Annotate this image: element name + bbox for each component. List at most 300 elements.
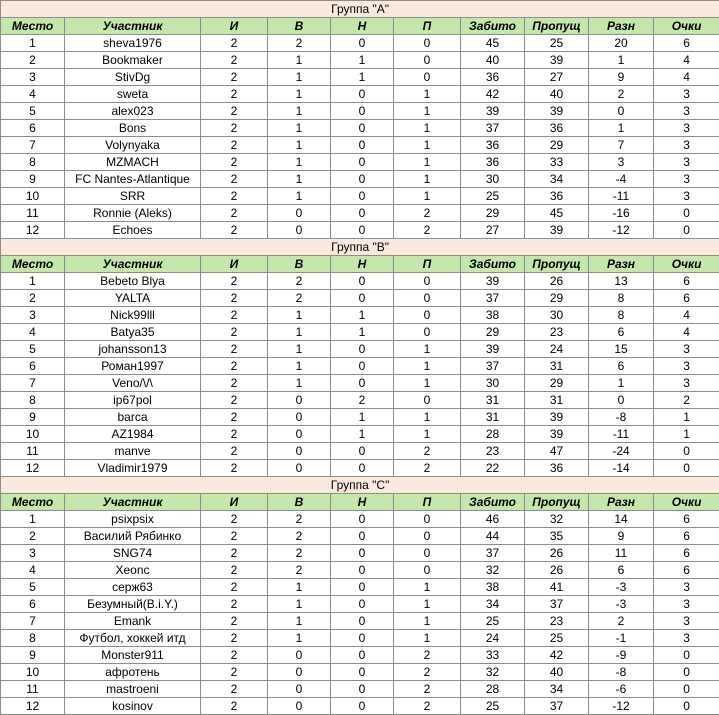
- cell-participant: kosinov: [65, 698, 201, 715]
- table-row: [1, 545, 719, 562]
- cell-played: 2: [201, 222, 268, 239]
- cell-diff: 2: [589, 86, 654, 103]
- cell-wins: 1: [268, 103, 331, 120]
- cell-place: 1: [1, 273, 65, 290]
- cell-diff: 6: [589, 562, 654, 579]
- column-header-losses: П: [394, 494, 461, 511]
- table-row: [1, 171, 719, 188]
- cell-participant: FC Nantes-Atlantique: [65, 171, 201, 188]
- cell-place: 4: [1, 86, 65, 103]
- cell-played: 2: [201, 545, 268, 562]
- cell-conceded: 41: [525, 579, 589, 596]
- cell-place: 10: [1, 188, 65, 205]
- cell-conceded: 36: [525, 460, 589, 477]
- cell-played: 2: [201, 613, 268, 630]
- cell-points: 3: [654, 103, 719, 120]
- table-row: [1, 222, 719, 239]
- cell-diff: -24: [589, 443, 654, 460]
- cell-conceded: 45: [525, 205, 589, 222]
- cell-conceded: 34: [525, 171, 589, 188]
- cell-played: 2: [201, 35, 268, 52]
- cell-draws: 1: [331, 307, 394, 324]
- cell-played: 2: [201, 511, 268, 528]
- cell-scored: 36: [461, 69, 525, 86]
- cell-place: 2: [1, 52, 65, 69]
- cell-participant: Bons: [65, 120, 201, 137]
- cell-played: 2: [201, 307, 268, 324]
- cell-conceded: 23: [525, 324, 589, 341]
- cell-scored: 45: [461, 35, 525, 52]
- cell-wins: 1: [268, 154, 331, 171]
- cell-diff: -11: [589, 188, 654, 205]
- cell-conceded: 36: [525, 188, 589, 205]
- cell-participant: alex023: [65, 103, 201, 120]
- table-row: [1, 137, 719, 154]
- cell-wins: 0: [268, 205, 331, 222]
- cell-played: 2: [201, 324, 268, 341]
- cell-losses: 1: [394, 579, 461, 596]
- table-row: [1, 562, 719, 579]
- cell-participant: Emank: [65, 613, 201, 630]
- cell-draws: 0: [331, 137, 394, 154]
- group-title: Группа "C": [1, 477, 719, 494]
- cell-draws: 0: [331, 273, 394, 290]
- cell-draws: 0: [331, 613, 394, 630]
- cell-wins: 1: [268, 86, 331, 103]
- cell-played: 2: [201, 290, 268, 307]
- cell-diff: 6: [589, 324, 654, 341]
- cell-place: 11: [1, 681, 65, 698]
- cell-place: 11: [1, 205, 65, 222]
- column-header-played: И: [201, 18, 268, 35]
- cell-played: 2: [201, 664, 268, 681]
- cell-participant: sweta: [65, 86, 201, 103]
- table-row: [1, 120, 719, 137]
- cell-points: 6: [654, 511, 719, 528]
- cell-conceded: 27: [525, 69, 589, 86]
- cell-losses: 0: [394, 290, 461, 307]
- cell-draws: 0: [331, 103, 394, 120]
- column-header-losses: П: [394, 18, 461, 35]
- cell-wins: 1: [268, 307, 331, 324]
- cell-draws: 0: [331, 171, 394, 188]
- cell-participant: Безумный(B.i.Y.): [65, 596, 201, 613]
- cell-draws: 1: [331, 52, 394, 69]
- cell-conceded: 29: [525, 375, 589, 392]
- column-header-conceded: Пропущ: [525, 494, 589, 511]
- column-header-points: Очки: [654, 18, 719, 35]
- cell-scored: 36: [461, 137, 525, 154]
- cell-losses: 0: [394, 69, 461, 86]
- column-header-wins: В: [268, 18, 331, 35]
- cell-points: 6: [654, 528, 719, 545]
- cell-diff: 1: [589, 375, 654, 392]
- cell-scored: 33: [461, 647, 525, 664]
- cell-scored: 24: [461, 630, 525, 647]
- table-row: [1, 35, 719, 52]
- cell-diff: -9: [589, 647, 654, 664]
- cell-wins: 1: [268, 341, 331, 358]
- cell-draws: 0: [331, 681, 394, 698]
- column-header-played: И: [201, 256, 268, 273]
- cell-participant: MZMACH: [65, 154, 201, 171]
- cell-played: 2: [201, 188, 268, 205]
- column-header-place: Место: [1, 494, 65, 511]
- column-header-row: [1, 256, 719, 273]
- cell-place: 9: [1, 171, 65, 188]
- cell-losses: 0: [394, 528, 461, 545]
- column-header-participant: Участник: [65, 256, 201, 273]
- cell-participant: Nick99lll: [65, 307, 201, 324]
- cell-played: 2: [201, 426, 268, 443]
- column-header-losses: П: [394, 256, 461, 273]
- cell-played: 2: [201, 120, 268, 137]
- cell-losses: 0: [394, 307, 461, 324]
- cell-points: 3: [654, 358, 719, 375]
- cell-draws: 1: [331, 426, 394, 443]
- cell-played: 2: [201, 579, 268, 596]
- cell-draws: 0: [331, 205, 394, 222]
- table-row: [1, 426, 719, 443]
- cell-losses: 1: [394, 103, 461, 120]
- cell-scored: 32: [461, 562, 525, 579]
- cell-points: 3: [654, 375, 719, 392]
- cell-diff: 7: [589, 137, 654, 154]
- table-row: [1, 409, 719, 426]
- cell-played: 2: [201, 392, 268, 409]
- column-header-conceded: Пропущ: [525, 18, 589, 35]
- table-row: [1, 528, 719, 545]
- cell-wins: 0: [268, 426, 331, 443]
- cell-diff: 20: [589, 35, 654, 52]
- cell-draws: 0: [331, 358, 394, 375]
- cell-losses: 0: [394, 392, 461, 409]
- cell-conceded: 37: [525, 596, 589, 613]
- cell-losses: 1: [394, 596, 461, 613]
- cell-participant: manve: [65, 443, 201, 460]
- cell-participant: Volynyaka: [65, 137, 201, 154]
- cell-diff: 1: [589, 52, 654, 69]
- cell-place: 5: [1, 579, 65, 596]
- cell-points: 0: [654, 647, 719, 664]
- cell-draws: 0: [331, 460, 394, 477]
- cell-conceded: 32: [525, 511, 589, 528]
- cell-losses: 1: [394, 137, 461, 154]
- cell-wins: 1: [268, 596, 331, 613]
- cell-diff: 15: [589, 341, 654, 358]
- cell-diff: 1: [589, 120, 654, 137]
- table-row: [1, 630, 719, 647]
- cell-played: 2: [201, 375, 268, 392]
- cell-draws: 0: [331, 188, 394, 205]
- cell-participant: Monster911: [65, 647, 201, 664]
- cell-participant: SNG74: [65, 545, 201, 562]
- cell-wins: 2: [268, 290, 331, 307]
- group-title-row: [1, 1, 719, 18]
- cell-losses: 0: [394, 273, 461, 290]
- cell-place: 4: [1, 562, 65, 579]
- cell-played: 2: [201, 698, 268, 715]
- table-row: [1, 103, 719, 120]
- cell-participant: Veno/\/\: [65, 375, 201, 392]
- table-row: [1, 664, 719, 681]
- cell-scored: 31: [461, 409, 525, 426]
- column-header-draws: Н: [331, 494, 394, 511]
- table-row: [1, 69, 719, 86]
- cell-participant: Bebeto Blya: [65, 273, 201, 290]
- cell-played: 2: [201, 443, 268, 460]
- cell-points: 6: [654, 35, 719, 52]
- cell-scored: 40: [461, 52, 525, 69]
- cell-wins: 1: [268, 630, 331, 647]
- cell-wins: 0: [268, 222, 331, 239]
- cell-wins: 2: [268, 35, 331, 52]
- cell-participant: johansson13: [65, 341, 201, 358]
- cell-points: 6: [654, 273, 719, 290]
- cell-scored: 34: [461, 596, 525, 613]
- cell-draws: 0: [331, 647, 394, 664]
- cell-scored: 39: [461, 103, 525, 120]
- cell-wins: 1: [268, 137, 331, 154]
- cell-wins: 2: [268, 545, 331, 562]
- cell-scored: 25: [461, 188, 525, 205]
- cell-losses: 0: [394, 562, 461, 579]
- cell-points: 3: [654, 630, 719, 647]
- cell-wins: 0: [268, 647, 331, 664]
- cell-conceded: 39: [525, 409, 589, 426]
- cell-draws: 0: [331, 120, 394, 137]
- cell-scored: 28: [461, 426, 525, 443]
- cell-scored: 25: [461, 698, 525, 715]
- table-row: [1, 273, 719, 290]
- table-row: [1, 307, 719, 324]
- cell-participant: Ronnie (Aleks): [65, 205, 201, 222]
- cell-conceded: 31: [525, 392, 589, 409]
- cell-place: 2: [1, 290, 65, 307]
- cell-losses: 1: [394, 154, 461, 171]
- cell-draws: 0: [331, 154, 394, 171]
- cell-losses: 0: [394, 52, 461, 69]
- cell-place: 6: [1, 358, 65, 375]
- cell-wins: 1: [268, 69, 331, 86]
- cell-losses: 0: [394, 511, 461, 528]
- cell-played: 2: [201, 562, 268, 579]
- cell-losses: 1: [394, 630, 461, 647]
- cell-losses: 2: [394, 647, 461, 664]
- cell-diff: -11: [589, 426, 654, 443]
- cell-place: 5: [1, 103, 65, 120]
- cell-points: 0: [654, 222, 719, 239]
- cell-scored: 38: [461, 579, 525, 596]
- cell-draws: 0: [331, 528, 394, 545]
- cell-wins: 1: [268, 120, 331, 137]
- cell-draws: 0: [331, 698, 394, 715]
- cell-points: 3: [654, 86, 719, 103]
- cell-participant: серж63: [65, 579, 201, 596]
- cell-participant: Bookmaker: [65, 52, 201, 69]
- cell-conceded: 26: [525, 273, 589, 290]
- table-row: [1, 154, 719, 171]
- cell-wins: 0: [268, 443, 331, 460]
- cell-played: 2: [201, 630, 268, 647]
- cell-played: 2: [201, 103, 268, 120]
- cell-conceded: 26: [525, 562, 589, 579]
- cell-losses: 1: [394, 613, 461, 630]
- cell-played: 2: [201, 154, 268, 171]
- cell-played: 2: [201, 681, 268, 698]
- cell-place: 1: [1, 35, 65, 52]
- table-row: [1, 443, 719, 460]
- cell-played: 2: [201, 528, 268, 545]
- cell-points: 0: [654, 460, 719, 477]
- cell-place: 11: [1, 443, 65, 460]
- cell-losses: 2: [394, 205, 461, 222]
- table-row: [1, 358, 719, 375]
- cell-wins: 2: [268, 273, 331, 290]
- table-row: [1, 324, 719, 341]
- column-header-place: Место: [1, 18, 65, 35]
- cell-conceded: 39: [525, 103, 589, 120]
- cell-conceded: 40: [525, 664, 589, 681]
- cell-place: 9: [1, 409, 65, 426]
- cell-participant: StivDg: [65, 69, 201, 86]
- cell-points: 6: [654, 290, 719, 307]
- cell-losses: 1: [394, 426, 461, 443]
- cell-played: 2: [201, 647, 268, 664]
- cell-losses: 1: [394, 188, 461, 205]
- group-title: Группа "А": [1, 1, 719, 18]
- column-header-points: Очки: [654, 256, 719, 273]
- cell-place: 7: [1, 613, 65, 630]
- cell-conceded: 39: [525, 426, 589, 443]
- table-row: [1, 596, 719, 613]
- cell-place: 8: [1, 630, 65, 647]
- cell-participant: YALTA: [65, 290, 201, 307]
- column-header-draws: Н: [331, 256, 394, 273]
- cell-participant: Echoes: [65, 222, 201, 239]
- cell-diff: -8: [589, 664, 654, 681]
- cell-played: 2: [201, 205, 268, 222]
- cell-wins: 1: [268, 52, 331, 69]
- cell-place: 7: [1, 375, 65, 392]
- cell-diff: -3: [589, 579, 654, 596]
- cell-conceded: 37: [525, 698, 589, 715]
- cell-diff: -14: [589, 460, 654, 477]
- cell-wins: 0: [268, 681, 331, 698]
- cell-points: 1: [654, 426, 719, 443]
- cell-scored: 39: [461, 341, 525, 358]
- cell-points: 0: [654, 443, 719, 460]
- cell-points: 3: [654, 579, 719, 596]
- table-row: [1, 681, 719, 698]
- cell-losses: 1: [394, 120, 461, 137]
- cell-conceded: 29: [525, 290, 589, 307]
- cell-points: 3: [654, 188, 719, 205]
- cell-points: 3: [654, 613, 719, 630]
- cell-conceded: 47: [525, 443, 589, 460]
- cell-scored: 22: [461, 460, 525, 477]
- cell-participant: афротень: [65, 664, 201, 681]
- column-header-diff: Разн: [589, 18, 654, 35]
- cell-played: 2: [201, 69, 268, 86]
- table-row: [1, 375, 719, 392]
- cell-played: 2: [201, 341, 268, 358]
- table-row: [1, 290, 719, 307]
- cell-scored: 38: [461, 307, 525, 324]
- cell-conceded: 30: [525, 307, 589, 324]
- cell-wins: 1: [268, 613, 331, 630]
- cell-scored: 23: [461, 443, 525, 460]
- cell-points: 4: [654, 52, 719, 69]
- cell-losses: 1: [394, 409, 461, 426]
- cell-place: 6: [1, 596, 65, 613]
- cell-conceded: 25: [525, 35, 589, 52]
- cell-points: 3: [654, 171, 719, 188]
- cell-scored: 30: [461, 375, 525, 392]
- column-header-participant: Участник: [65, 494, 201, 511]
- table-row: [1, 86, 719, 103]
- column-header-participant: Участник: [65, 18, 201, 35]
- cell-losses: 0: [394, 324, 461, 341]
- table-row: [1, 341, 719, 358]
- cell-played: 2: [201, 596, 268, 613]
- cell-draws: 0: [331, 35, 394, 52]
- column-header-place: Место: [1, 256, 65, 273]
- cell-wins: 1: [268, 358, 331, 375]
- cell-place: 4: [1, 324, 65, 341]
- cell-points: 0: [654, 698, 719, 715]
- cell-place: 1: [1, 511, 65, 528]
- column-header-scored: Забито: [461, 494, 525, 511]
- cell-diff: -6: [589, 681, 654, 698]
- cell-played: 2: [201, 409, 268, 426]
- cell-scored: 39: [461, 273, 525, 290]
- table-row: [1, 511, 719, 528]
- cell-wins: 2: [268, 511, 331, 528]
- cell-draws: 0: [331, 579, 394, 596]
- cell-losses: 1: [394, 375, 461, 392]
- group-title-row: [1, 239, 719, 256]
- cell-draws: 0: [331, 630, 394, 647]
- column-header-row: [1, 494, 719, 511]
- group-title: Группа "B": [1, 239, 719, 256]
- cell-diff: 13: [589, 273, 654, 290]
- cell-losses: 1: [394, 171, 461, 188]
- table-row: [1, 647, 719, 664]
- cell-played: 2: [201, 171, 268, 188]
- cell-points: 4: [654, 69, 719, 86]
- cell-participant: sheva1976: [65, 35, 201, 52]
- cell-draws: 0: [331, 545, 394, 562]
- cell-points: 0: [654, 205, 719, 222]
- cell-diff: 0: [589, 392, 654, 409]
- cell-scored: 25: [461, 613, 525, 630]
- cell-wins: 1: [268, 324, 331, 341]
- cell-conceded: 26: [525, 545, 589, 562]
- cell-participant: AZ1984: [65, 426, 201, 443]
- table-row: [1, 52, 719, 69]
- column-header-conceded: Пропущ: [525, 256, 589, 273]
- column-header-diff: Разн: [589, 494, 654, 511]
- cell-losses: 2: [394, 443, 461, 460]
- cell-wins: 1: [268, 188, 331, 205]
- cell-scored: 29: [461, 205, 525, 222]
- cell-place: 2: [1, 528, 65, 545]
- table-row: [1, 392, 719, 409]
- cell-scored: 37: [461, 545, 525, 562]
- cell-draws: 0: [331, 596, 394, 613]
- cell-diff: 9: [589, 69, 654, 86]
